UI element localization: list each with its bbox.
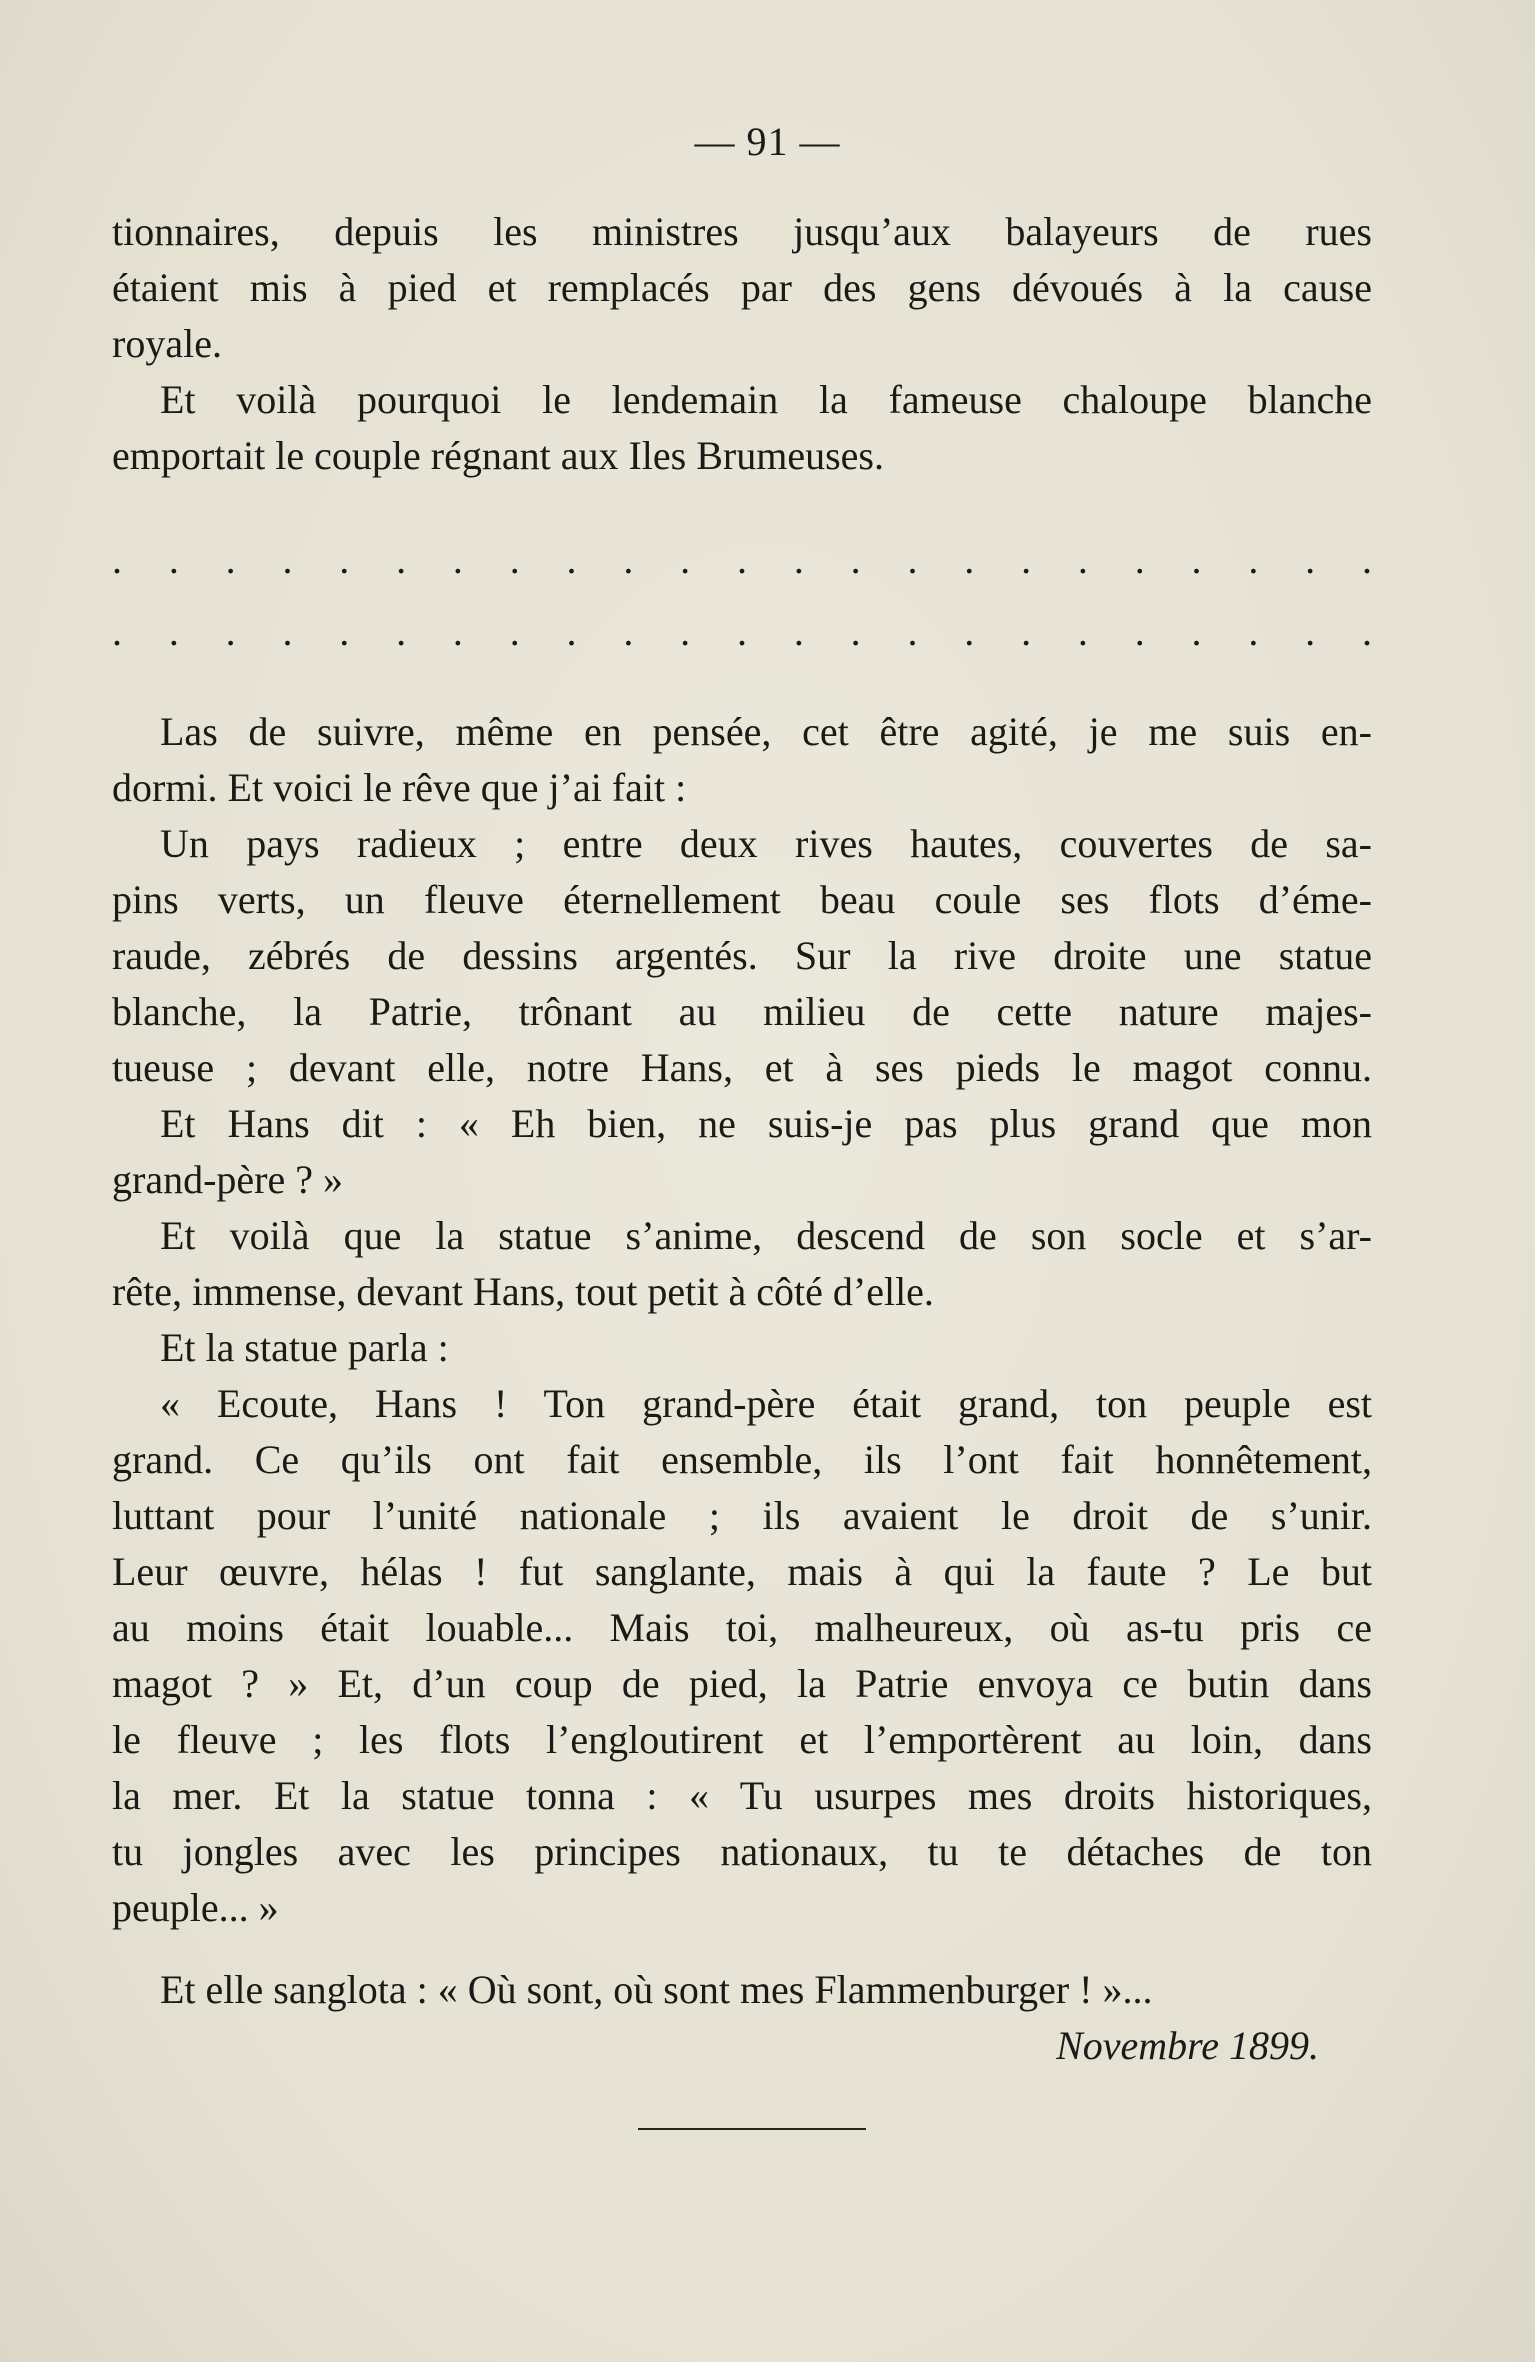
- text-line: Leur œuvre, hélas ! fut sanglante, mais à qui la faute ? Le but: [112, 1549, 1372, 1594]
- text-line: Et voilà pourquoi le lendemain la fameuse chaloupe blanche: [160, 377, 1372, 422]
- text-line: rête, immense, devant Hans, tout petit à côté d’elle.: [112, 1269, 934, 1314]
- text-line: magot ? » Et, d’un coup de pied, la Patrie envoya ce butin dans: [112, 1661, 1372, 1706]
- text-line: étaient mis à pied et remplacés par des gens dévoués à la cause: [112, 265, 1372, 310]
- text-line: emportait le couple régnant aux Iles Brumeuses.: [112, 433, 884, 478]
- text-line: Et la statue parla :: [160, 1325, 449, 1370]
- dotted-separator: . . . . . . . . . . . . . . . . . . . . . . .: [112, 537, 1372, 582]
- text-line: luttant pour l’unité nationale ; ils avaient le droit de s’unir.: [112, 1493, 1372, 1538]
- text-line: tu jongles avec les principes nationaux, tu te détaches de ton: [112, 1829, 1372, 1874]
- text-line: Et voilà que la statue s’anime, descend de son socle et s’ar-: [160, 1213, 1372, 1258]
- closing-rule: [638, 2128, 866, 2130]
- text-line: tionnaires, depuis les ministres jusqu’aux balayeurs de rues: [112, 209, 1372, 254]
- text-line: Las de suivre, même en pensée, cet être agité, je me suis en-: [160, 709, 1372, 754]
- text-line: pins verts, un fleuve éternellement beau coule ses flots d’éme-: [112, 877, 1372, 922]
- text-line: au moins était louable... Mais toi, malheureux, où as-tu pris ce: [112, 1605, 1372, 1650]
- date-signature: Novembre 1899.: [1056, 2023, 1319, 2068]
- text-line: grand-père ? »: [112, 1157, 343, 1202]
- page-number: — 91 —: [694, 119, 841, 164]
- text-line: grand. Ce qu’ils ont fait ensemble, ils l’ont fait honnêtement,: [112, 1437, 1372, 1482]
- text-line: Et Hans dit : « Eh bien, ne suis-je pas plus grand que mon: [160, 1101, 1372, 1146]
- text-line: le fleuve ; les flots l’engloutirent et l’emportèrent au loin, dans: [112, 1717, 1372, 1762]
- text-line: Un pays radieux ; entre deux rives hautes, couvertes de sa-: [160, 821, 1372, 866]
- text-line: dormi. Et voici le rêve que j’ai fait :: [112, 765, 687, 810]
- text-line: blanche, la Patrie, trônant au milieu de cette nature majes-: [112, 989, 1372, 1034]
- text-line: la mer. Et la statue tonna : « Tu usurpes mes droits historiques,: [112, 1773, 1372, 1818]
- text-line: Et elle sanglota : « Où sont, où sont mes Flammenburger ! »...: [160, 1967, 1153, 2012]
- text-line: « Ecoute, Hans ! Ton grand-père était grand, ton peuple est: [160, 1381, 1372, 1426]
- text-line: peuple... »: [112, 1885, 279, 1930]
- text-line: royale.: [112, 321, 222, 366]
- dotted-separator: . . . . . . . . . . . . . . . . . . . . . . .: [112, 609, 1372, 654]
- text-line: raude, zébrés de dessins argentés. Sur la rive droite une statue: [112, 933, 1372, 978]
- text-line: tueuse ; devant elle, notre Hans, et à ses pieds le magot connu.: [112, 1045, 1372, 1090]
